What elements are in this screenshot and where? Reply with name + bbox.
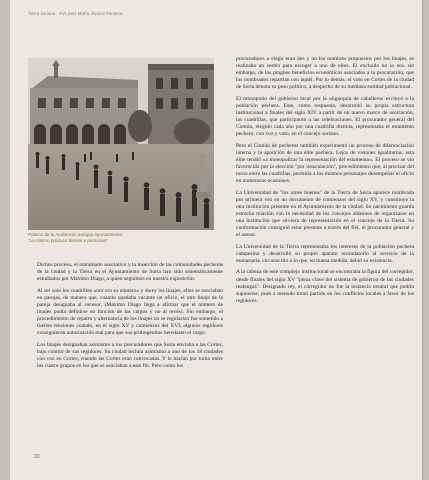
running-head: Tierra soriana · XVI José María Álvarez Fontana xyxy=(28,11,123,16)
paragraph: Pero el Común de pecheros también experimentó un proceso de diferenciación interna y la aparición de una élite pechera. Lejos de visiones igualitarias, esta élite tendió «a monopolizar la representación del estamento». El proceso se vio favorecido por la elección "por insaculación", procedimiento que, al precisar del turno entre las cuadrillas, permitía a los mismos personajes desempeñar el oficio en numerosas ocasiones. xyxy=(236,142,414,185)
page-number: 20 xyxy=(34,454,40,460)
paragraph: Los linajes designaban asimismo a los procuradores que Soria enviaba a las Cortes, bajo control de sus regidores. Su ciudad incluía asimismo a uno de los 18 ciudades con voz en Cortes, cuando las Cortes eran convocadas. Y lo hacían por turno entre los cuatro grupos en los que se asociaban a este fin. Pero como los xyxy=(37,341,223,369)
plaza-photo-illustration xyxy=(28,58,214,230)
book-page xyxy=(10,0,422,480)
paragraph: Dichos proceso, el entramado asociativo y la inserción de las comunidades pecheras de la ciudad y la Tierra en el Ayuntamiento de Soria han sido sistemáticamente estudiados por Máximo Diago, a quien seguimos en nuestra exposición. xyxy=(37,262,223,283)
right-column-text xyxy=(236,56,414,309)
paragraph: A la cabeza de este complejo institucional se encontraba la figura del corregidor, desde finales del siglo XV "pieza clave del sistema de gobierno de las ciudades realengas". Designado rey, el corregidor no fue la instancia neutral que podría suponerse, pues a menudo tomó partido en los conflictos locales a favor de los regidores. xyxy=(236,269,414,304)
paragraph: La Universidad de "los omes buenos" de la Tierra de Soria aparece nombrada por primera vez en un documento de comienzos del siglo XV, y constituye la otra institución presente en el Ayuntamiento de la ciudad. Su nacimiento guarda estrecha relación con la necesidad de los concejos aldeanos de organizarse en una institución que sirviera de representación en el concejo de la Tierra. Su conformación consiguió estar presente a través del fiel, el procurador general y el asesor. xyxy=(236,189,414,239)
left-column-text xyxy=(37,262,223,374)
caption-line-2: "Lo mismo produce bienes a personas" xyxy=(28,237,108,243)
historical-photo xyxy=(28,58,214,230)
caption-line-1: Palacio de la Audiencia, antiguo Ayuntamiento. xyxy=(28,232,124,237)
photo-caption xyxy=(28,232,218,243)
paragraph: procuradores a elegir eran dos y no los nombres propuestos por los linajes, se realizaba un sorteo para escoger a uno de ellos. El excluido no lo era, sin embargo, de los pingües beneficios económicos asociados a la procuración, que los nombrados repartían con aquél. Por lo demás, el voto en Cortes de la ciudad de Soria denota su peso político, a despecho de su mediana entidad poblacional. xyxy=(236,56,414,91)
paragraph: Al ser solo los cuadrillos «nor era su número» y dwey los linajes, ellos se asociaban en parejas, de manera que, cuando quedaba vacante un oficio, el otro linaje de la pareja designaba al sucesor. (Máximo Diago llega a afirmar que el número de linajes podía definirse en función de los cargos y no al revés). Sin embargo, el procedimiento de reparto y alternancia de los linajes no se regularizó fue sometido a fuertes tensiones cuando, en el siglo XV y comienzos del XVI, algunos regidores consiguieron autorización real para que sus primogénitos heredasen el cargo. xyxy=(37,287,223,337)
paragraph: La Universidad de la Tierra representaba los intereses de la población pechera campesina y desarrolló su propio aparato recaudatorio al servicio de la monarquía, circunscrito a lo que, en buena medida, debió su existencia. xyxy=(236,243,414,264)
paragraph: El monopolio del gobierno local por la oligarquía de caballeros excluyó a la población pechera. Este, como respuesta, desarrolló su propia estructura institucional a finales del siglo XIV a partir de un nuevo marco de asociación, las cuadrillas, que participaron a las celebraciones. El procurador general del Común, elegido cada año por una cuadrilla distinta, representaba el estamento pechero, con voz y voto, en el concejo soriano. xyxy=(236,95,414,138)
